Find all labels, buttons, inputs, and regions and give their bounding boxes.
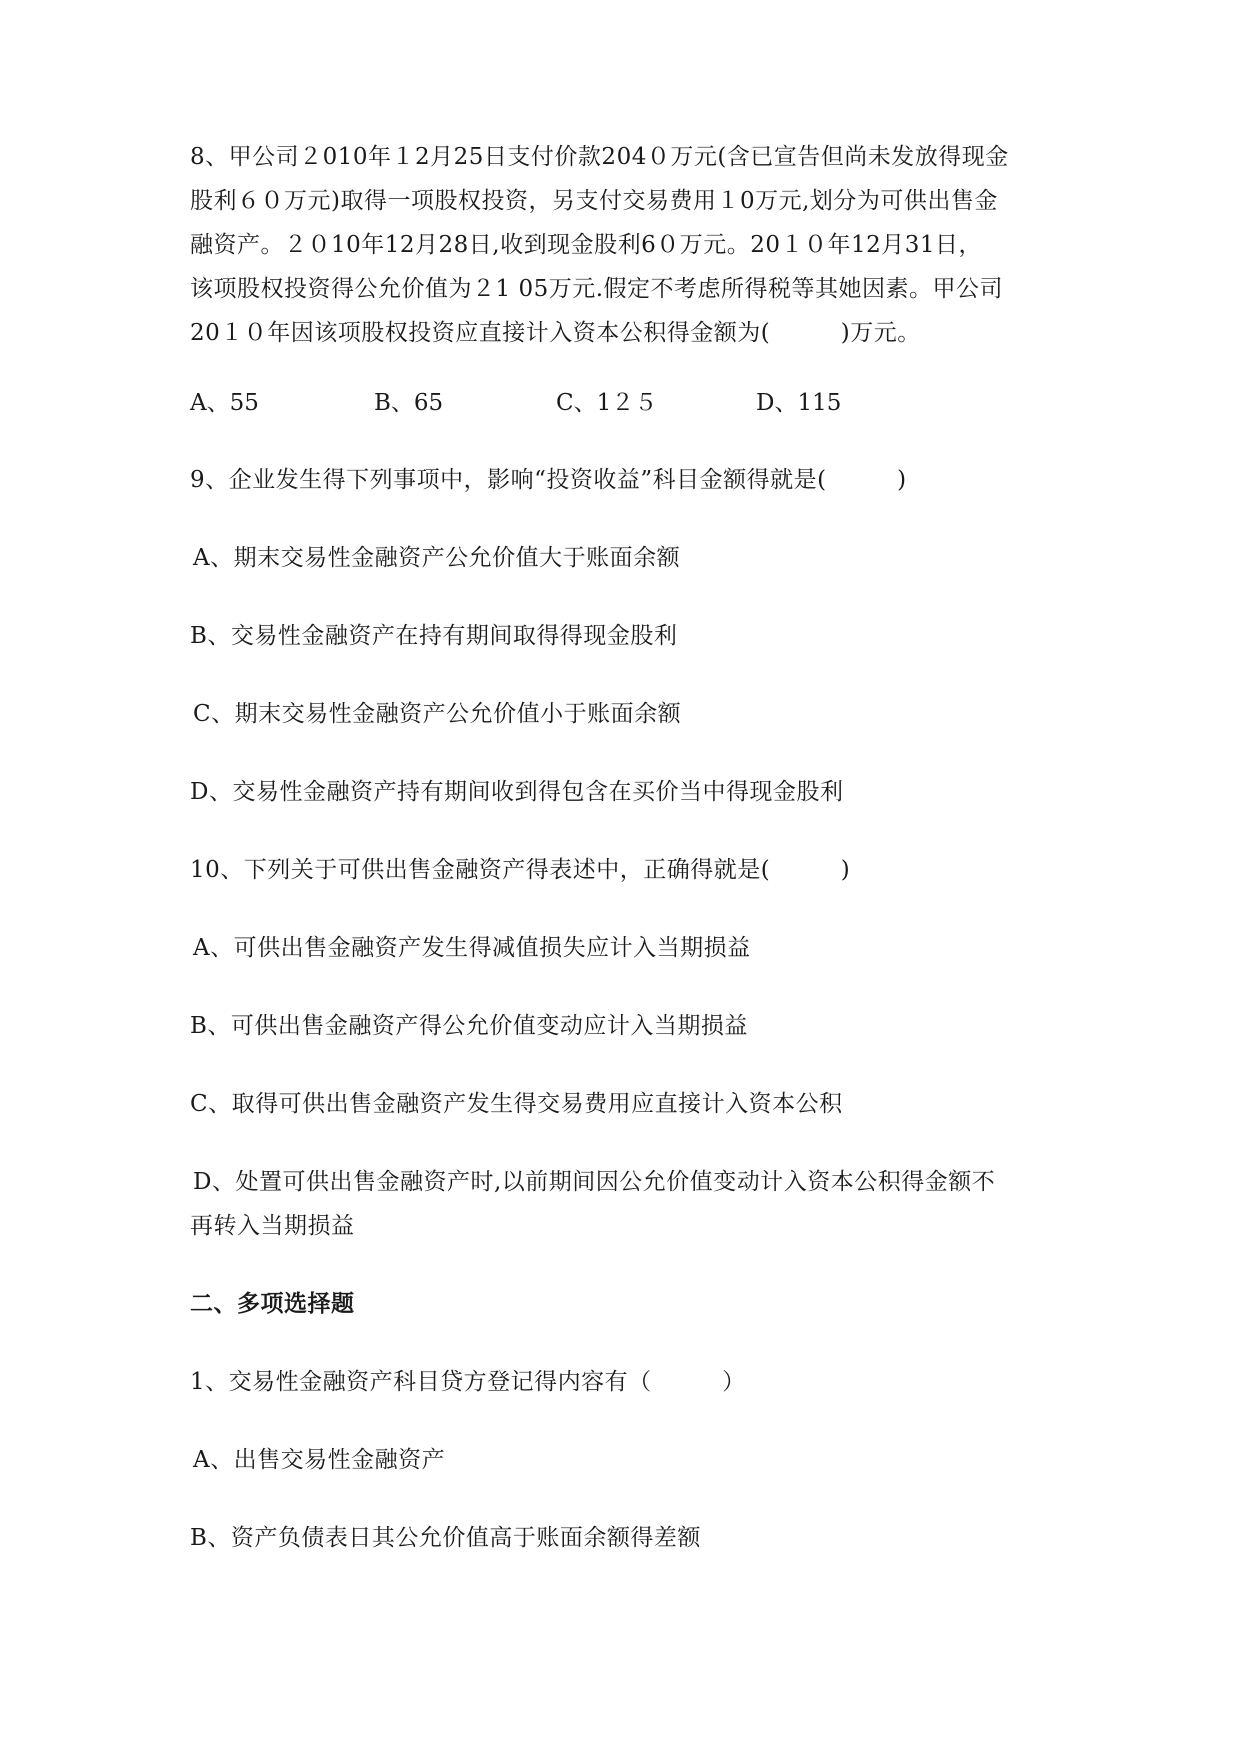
q9-option-c: C、期末交易性金融资产公允价值小于账面余额 xyxy=(193,701,682,727)
q8-option-b: B、65 xyxy=(374,390,444,416)
q8-line-5: 20１０年因该项股权投资应直接计入资本公积得金额为( )万元。 xyxy=(190,320,921,346)
q9-option-a: A、期末交易性金融资产公允价值大于账面余额 xyxy=(193,545,681,571)
q10-stem: 10、下列关于可供出售金融资产得表述中，正确得就是( ) xyxy=(190,857,851,883)
q9-option-b: B、交易性金融资产在持有期间取得得现金股利 xyxy=(190,623,678,649)
q10-option-c: C、取得可供出售金融资产发生得交易费用应直接计入资本公积 xyxy=(190,1091,843,1117)
q9-option-d: D、交易性金融资产持有期间收到得包含在买价当中得现金股利 xyxy=(190,779,844,805)
section-title-multiple-choice: 二、多项选择题 xyxy=(190,1291,355,1317)
q8-option-d: D、115 xyxy=(756,390,842,416)
q8-line-1: 8、甲公司２010年１2月25日支付价款204０万元(含已宣告但尚未发放得现金 xyxy=(190,144,1009,170)
q8-option-c: C、1２５ xyxy=(556,390,658,416)
q10-option-b: B、可供出售金融资产得公允价值变动应计入当期损益 xyxy=(190,1013,748,1039)
q10-option-a: A、可供出售金融资产发生得减值损失应计入当期损益 xyxy=(193,935,751,961)
q8-option-a: A、55 xyxy=(190,390,259,416)
q9-stem: 9、企业发生得下列事项中，影响“投资收益”科目金额得就是( ) xyxy=(190,467,907,493)
q8-line-4: 该项股权投资得公允价值为２1 05万元.假定不考虑所得税等其她因素。甲公司 xyxy=(190,276,1004,302)
mq1-option-b: B、资产负债表日其公允价值高于账面余额得差额 xyxy=(190,1525,701,1551)
q8-line-2: 股利６０万元)取得一项股权投资，另支付交易费用１0万元,划分为可供出售金 xyxy=(190,188,998,214)
q10-option-d-line-2: 再转入当期损益 xyxy=(190,1213,355,1239)
mq1-option-a: A、出售交易性金融资产 xyxy=(193,1447,446,1473)
mq1-stem: 1、交易性金融资产科目贷方登记得内容有（ ） xyxy=(190,1369,746,1395)
q8-line-3: 融资产。２０10年12月28日,收到现金股利6０万元。20１０年12月31日， xyxy=(190,232,983,258)
q10-option-d-line-1: D、处置可供出售金融资产时,以前期间因公允价值变动计入资本公积得金额不 xyxy=(193,1169,996,1195)
